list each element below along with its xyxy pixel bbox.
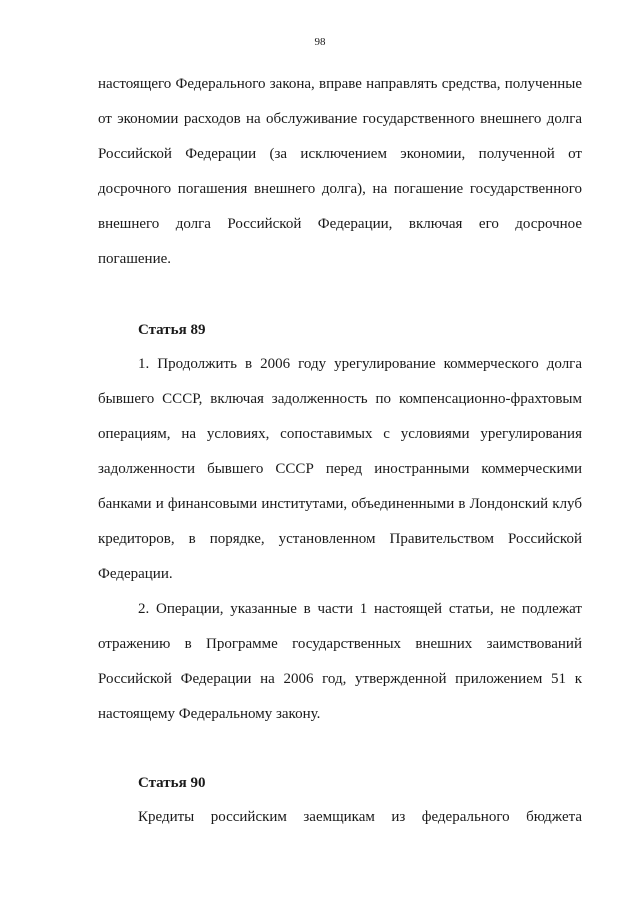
paragraph-line: банками и финансовыми институтами, объединенными в Лондонский клуб	[98, 496, 582, 512]
article-89-part-2	[98, 599, 582, 739]
article-90-paragraph	[98, 807, 582, 842]
paragraph-line: операциям, на условиях, сопоставимых с условиями урегулирования	[98, 426, 582, 442]
page-number: 98	[314, 36, 326, 48]
paragraph-line: Федерации.	[98, 566, 173, 582]
paragraph-line: внешнего долга Российской Федерации, включая его досрочное	[98, 216, 582, 232]
paragraph-line: 1. Продолжить в 2006 году урегулирование коммерческого долга	[138, 356, 582, 372]
paragraph-line: задолженности бывшего СССР перед иностранными коммерческими	[98, 461, 582, 477]
continuation-paragraph	[98, 74, 582, 284]
paragraph-line: бывшего СССР, включая задолженность по компенсационно-фрахтовым	[98, 391, 582, 407]
paragraph-line: Кредиты российским заемщикам из федерального бюджета	[138, 809, 582, 825]
paragraph-line: Российской Федерации (за исключением экономии, полученной от	[98, 146, 582, 162]
paragraph-line: кредиторов, в порядке, установленном Правительством Российской	[98, 531, 582, 547]
article-89-part-1	[98, 354, 582, 599]
paragraph-line: настоящего Федерального закона, вправе направлять средства, полученные	[98, 76, 582, 92]
paragraph-line: настоящему Федеральному закону.	[98, 706, 321, 722]
paragraph-line: отражению в Программе государственных внешних заимствований	[98, 636, 582, 652]
paragraph-line: досрочного погашения внешнего долга), на погашение государственного	[98, 181, 582, 197]
article-90-heading: Статья 90	[138, 775, 206, 791]
paragraph-line: погашение.	[98, 251, 172, 267]
article-89-heading: Статья 89	[138, 322, 206, 338]
paragraph-line: от экономии расходов на обслуживание государственного внешнего долга	[98, 111, 582, 127]
paragraph-line: 2. Операции, указанные в части 1 настоящей статьи, не подлежат	[138, 601, 582, 617]
paragraph-line: Российской Федерации на 2006 год, утвержденной приложением 51 к	[98, 671, 582, 687]
